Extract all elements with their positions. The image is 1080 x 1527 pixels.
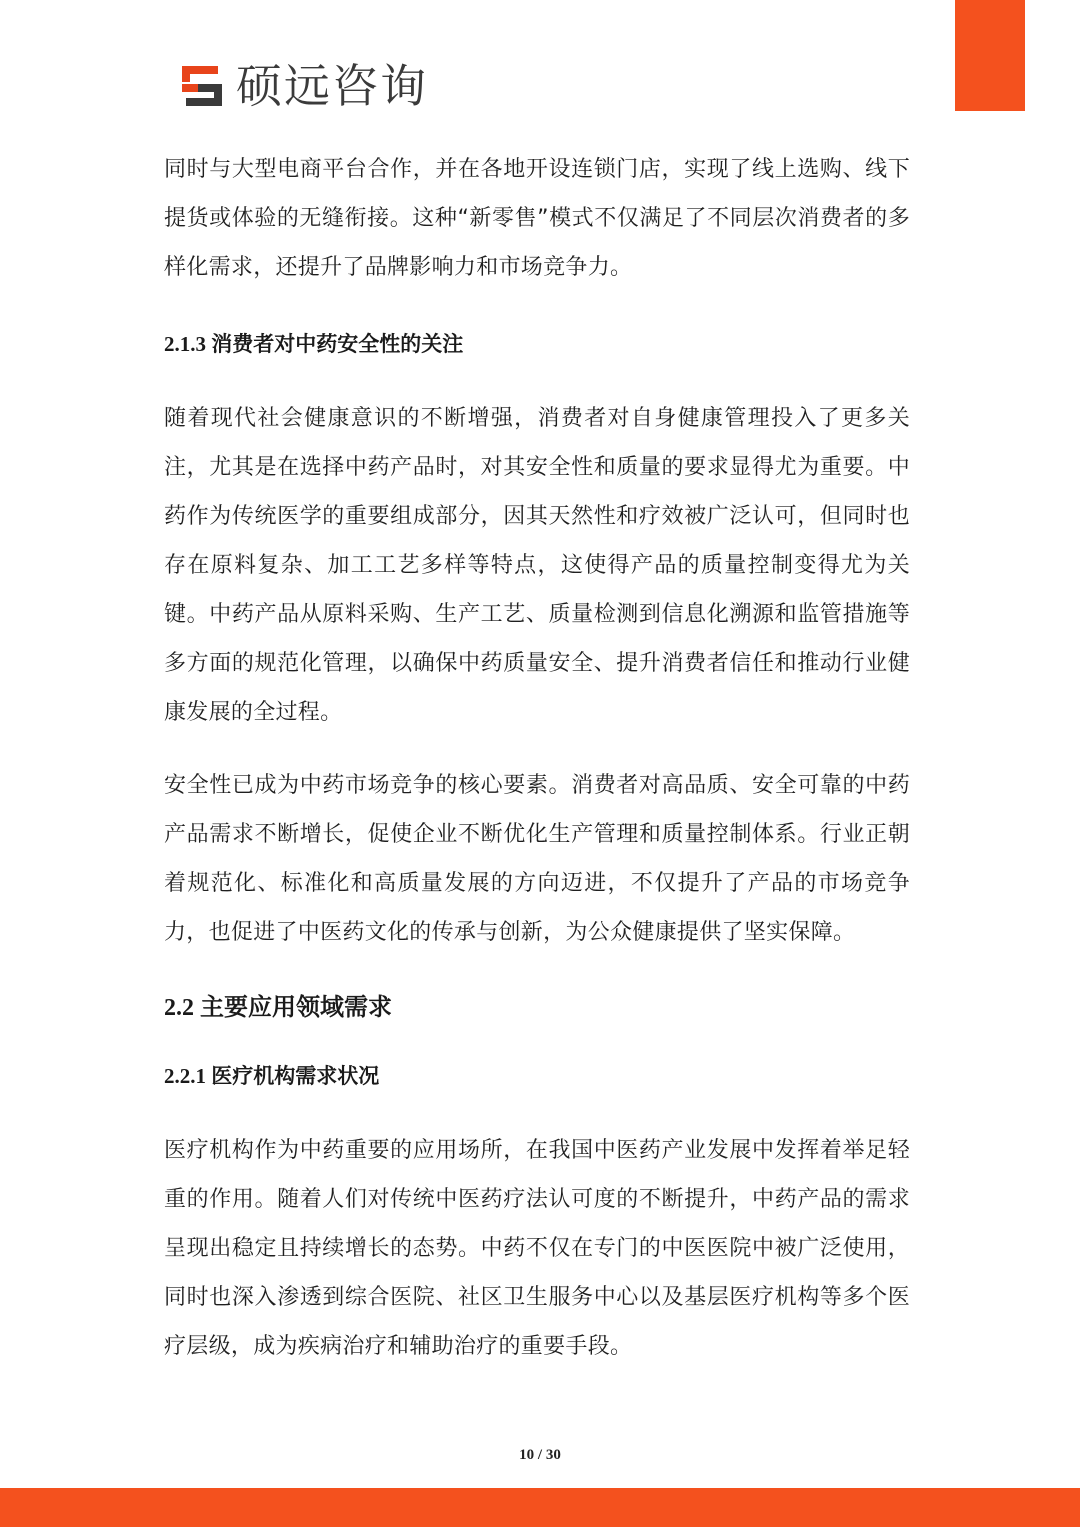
footer-accent-bar: [0, 1488, 1080, 1527]
paragraph-medical-institutions: 医疗机构作为中药重要的应用场所，在我国中医药产业发展中发挥着举足轻重的作用。随着人们对传统中医药疗法认可度的不断提升，中药产品的需求呈现出稳定且持续增长的态势。中药不仅在专门的中医医院中被广泛使用，同时也深入渗透到综合医院、社区卫生服务中心以及基层医疗机构等多个医疗层级，成为疾病治疗和辅助治疗的重要手段。: [164, 1138, 910, 1359]
corner-accent-tab: [955, 0, 1025, 111]
paragraph-safety-awareness: 随着现代社会健康意识的不断增强，消费者对自身健康管理投入了更多关注，尤其是在选择中药产品时，对其安全性和质量的要求显得尤为重要。中药作为传统医学的重要组成部分，因其天然性和疗效被广泛认可，但同时也存在原料复杂、加工工艺多样等特点，这使得产品的质量控制变得尤为关键。中药产品从原料采购、生产工艺、质量检测到信息化溯源和监管措施等多方面的规范化管理，以确保中药质量安全、提升消费者信任和推动行业健康发展的全过程。: [164, 406, 910, 725]
company-logo: [178, 60, 428, 112]
page-content: [164, 145, 910, 1371]
heading-2-2-1: 2.2.1 医疗机构需求状况: [164, 1064, 380, 1088]
paragraph-safety-core: 安全性已成为中药市场竞争的核心要素。消费者对高品质、安全可靠的中药产品需求不断增长，促使企业不断优化生产管理和质量控制体系。行业正朝着规范化、标准化和高质量发展的方向迈进，不仅提升了产品的市场竞争力，也促进了中医药文化的传承与创新，为公众健康提供了坚实保障。: [164, 773, 910, 945]
logo-text: 硕远咨询: [236, 59, 428, 113]
heading-2-2: 2.2 主要应用领域需求: [164, 995, 392, 1021]
logo-mark-icon: [178, 62, 226, 110]
page-number: 10 / 30: [519, 1447, 561, 1463]
heading-2-1-3: 2.1.3 消费者对中药安全性的关注: [164, 332, 464, 356]
paragraph-new-retail: 同时与大型电商平台合作，并在各地开设连锁门店，实现了线上选购、线下提货或体验的无缝衔接。这种“新零售”模式不仅满足了不同层次消费者的多样化需求，还提升了品牌影响力和市场竞争力。: [164, 157, 910, 280]
